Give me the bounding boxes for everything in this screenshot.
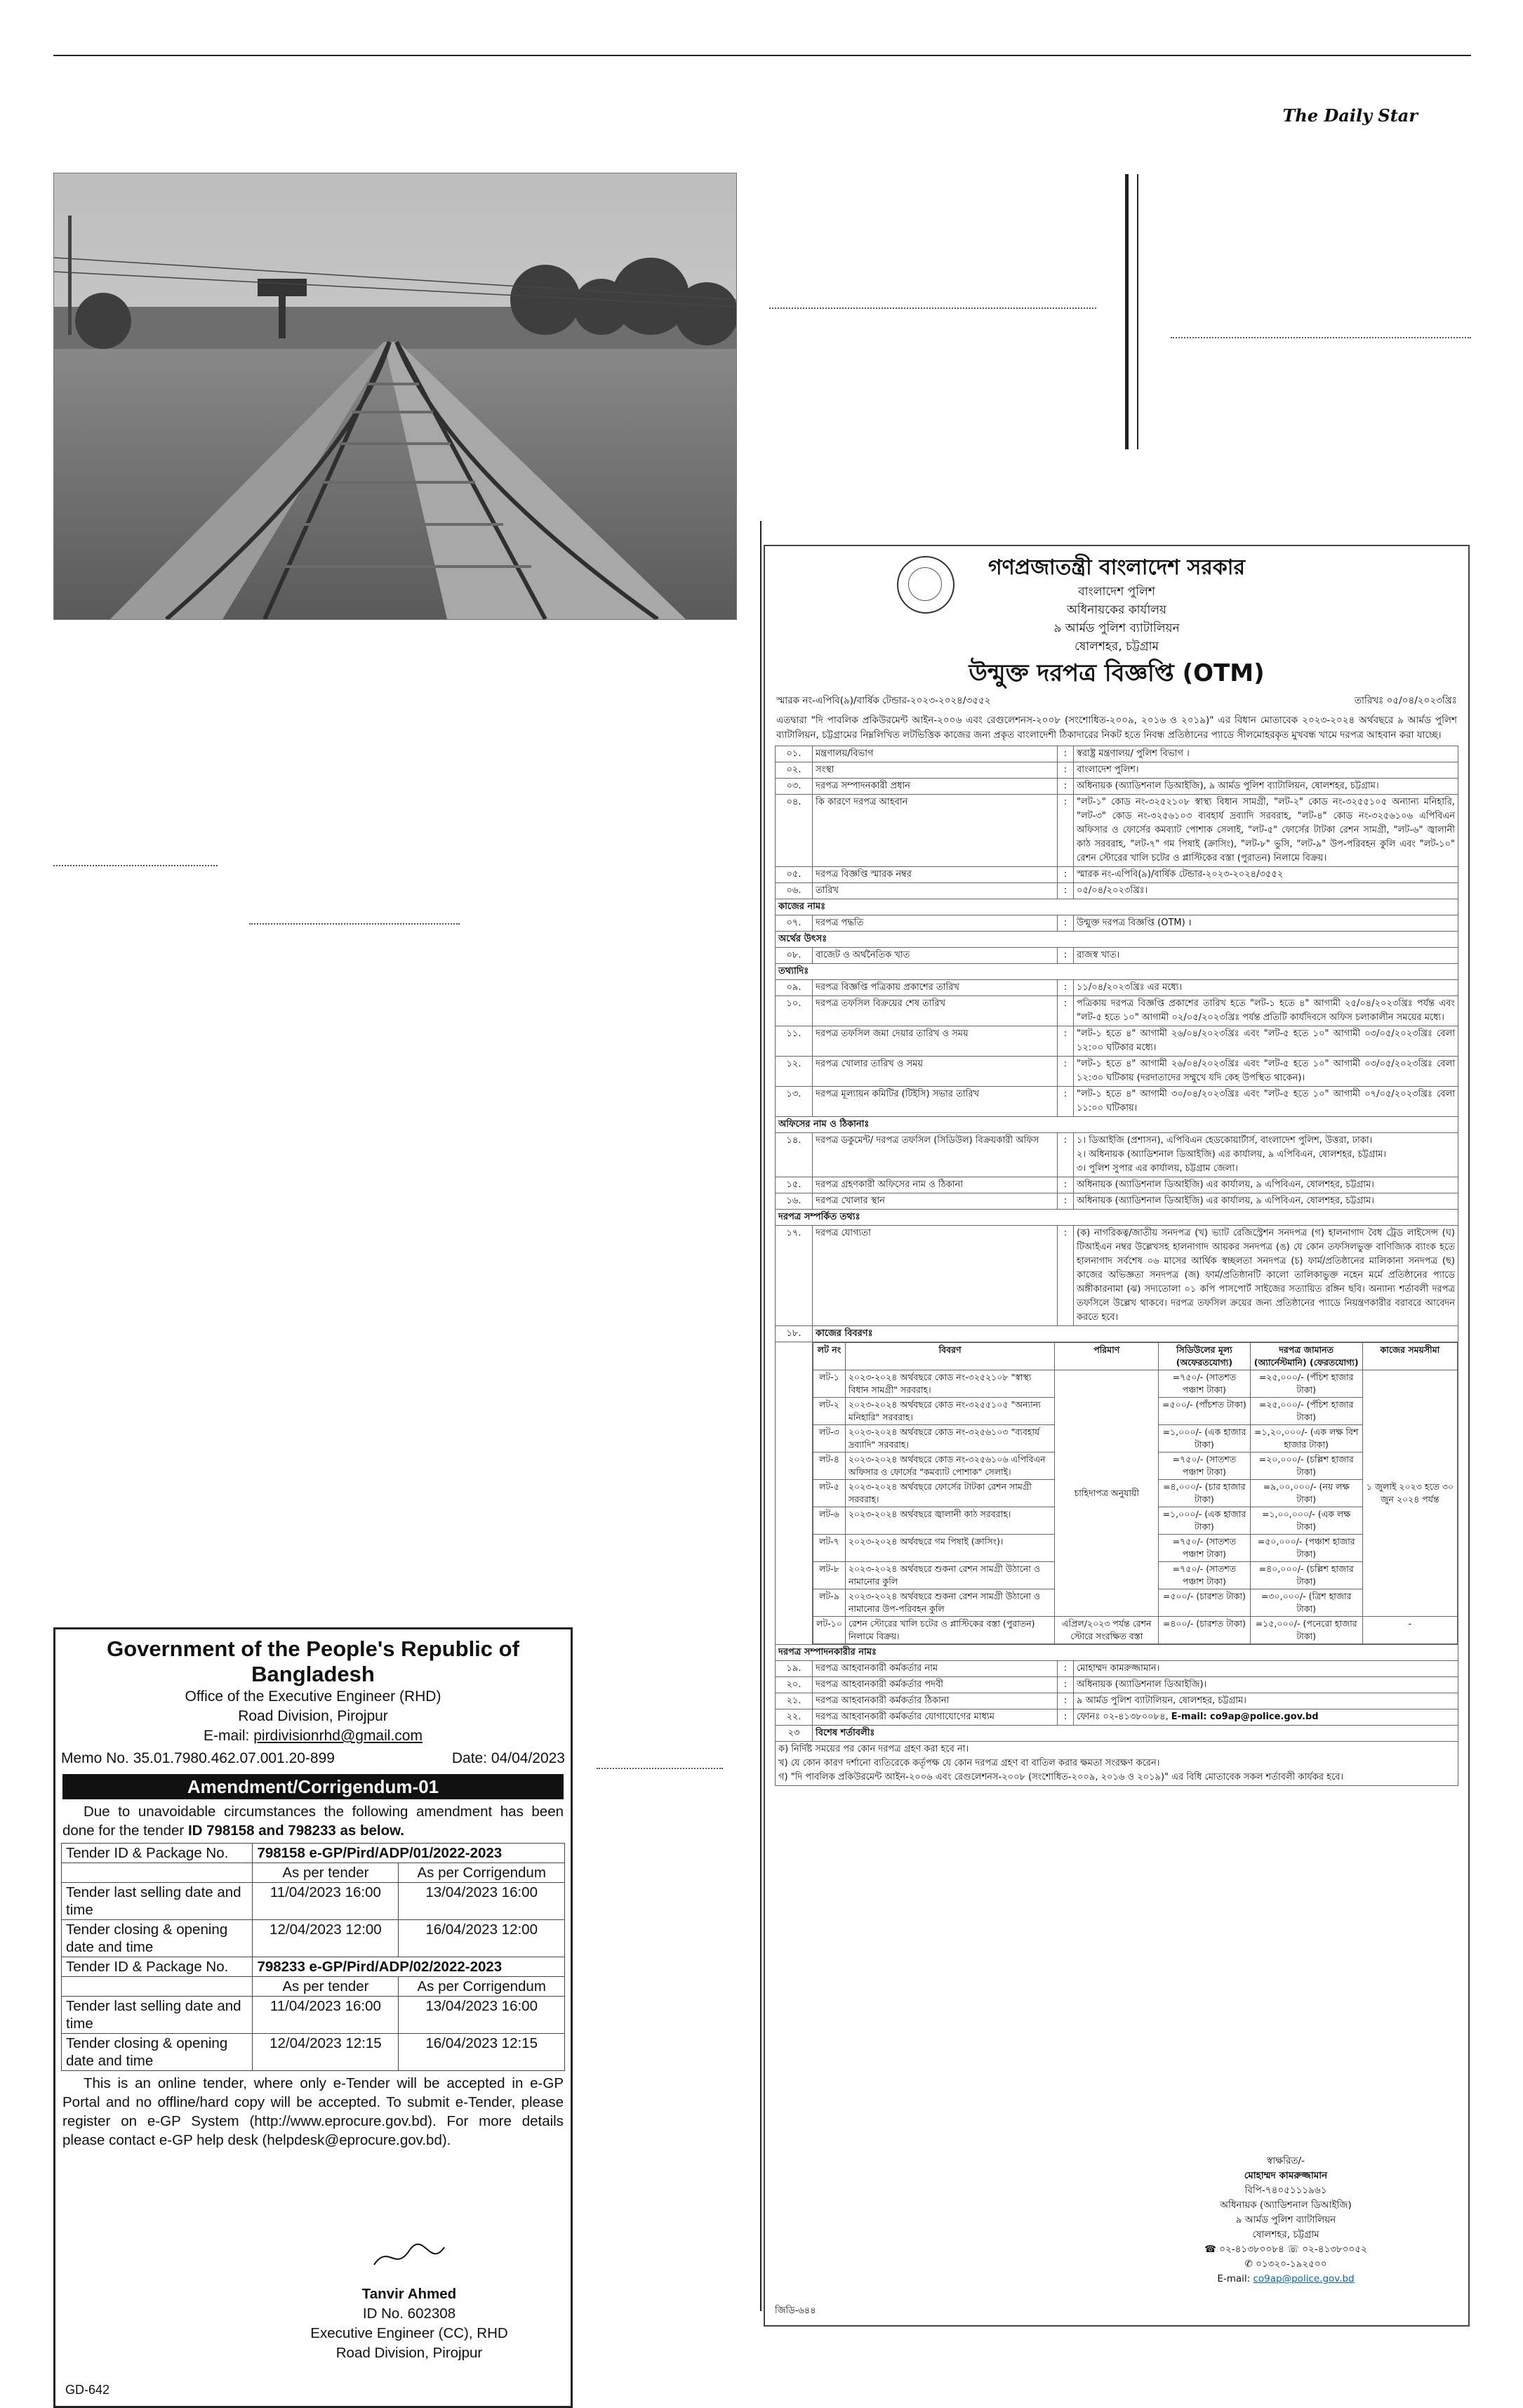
notice-title: উন্মুক্ত দরপত্র বিজ্ঞপ্তি (OTM) (969, 659, 1265, 687)
table-row: ১৬. দরপত্র খোলার স্থান : অধিনায়ক (অ্যাডিশনাল ডিআইজি) এর কার্যালয়, ৯ এপিবিএন, ষোলশহর, চট্টগ্রাম। (776, 1193, 1458, 1210)
lot-description: ২০২৩-২০২৪ অর্থবছরে কোড নং-৩২৫৬১০৩ "ব্যবহার্য দ্রব্যাদি" সরবরাহ। (845, 1425, 1054, 1453)
lot-number: লট-৮ (813, 1562, 846, 1589)
row-label: বাজেট ও অর্থনৈতিক খাত (813, 948, 1058, 964)
row-value: রাজস্ব খাত। (1074, 948, 1458, 964)
row-number: ০৭. (776, 915, 813, 932)
row-value: বাংলাদেশ পুলিশ। (1074, 762, 1458, 779)
lot-number: লট-৭ (813, 1535, 846, 1562)
table-row (62, 1844, 565, 1863)
pkg-id: 798158 e-GP/Pird/ADP/01/2022-2023 (253, 1844, 565, 1863)
row-number: ১৬. (776, 1193, 813, 1210)
row-value: পত্রিকায় দরপত্র বিজ্ঞপ্তি প্রকাশের তারিখ হতে "লট-১ হতে ৪" আগামী ২৫/০৪/২০২৩খ্রিঃ পর্যন্ত এবং "লট-৫ হতে ১০" আগামী ০২/০৫/২০২৩খ্রিঃ পর্যন্ত প্রতিটি কার্যদিবসে অফিস চলাকালীন সময়ের মধ্যে। (1074, 996, 1458, 1026)
earnest-money: =২৫,০০০/- (পঁচিশ হাজার টাকা) (1250, 1370, 1362, 1398)
signer-name: Tanvir Ahmed (361, 2286, 457, 2302)
row-value: "লট-১" কোড নং-৩২৫২১০৮ স্বাস্থ্য বিধান সামগ্রী, "লট-২" কোড নং-৩২৫৫১০৫ অন্যান্য মনিহারি, "লট-৩" কোড নং-৩২৫৬১০৩ ব্যবহার্য দ্রব্যাদি সরবরাহ, "লট-৪" কোড নং-৩২৫৬১০৬ এপিবিএন অফিসার ও ফোর্সের কমব্যাট পোশাক সেলাই, "লট-৫" ফোর্সের টাটকা রেশন সামগ্রী, "লট-৬" জ্বালানী কাঠ সরবরাহ, "লট-৭" গম পিষাই (ক্রাসিং), "লট-৮" ভুসি, "লট-৯" উপ-পরিবহন কুলি এবং "লট-১০" রেশন স্টোরের খালি চটের ও প্লাস্টিকের বস্তা (পুরাতন) নিলামে বিক্রয়। (1074, 795, 1458, 867)
intro-text: Due to unavoidable circumstances the following amendment has been done for the tender (62, 1804, 564, 1839)
section-row (776, 899, 1458, 915)
row-label: দরপত্র আহবানকারী কর্মকর্তার নাম (813, 1661, 1058, 1677)
lot-column-header: লট নং (813, 1343, 846, 1370)
schedule-fee: =৭৫০/- (সাতশত পঞ্চাশ টাকা) (1159, 1535, 1250, 1562)
section-row (776, 964, 1458, 980)
column-rule (1137, 174, 1138, 449)
row-label: Tender last selling date and time (62, 1997, 253, 2034)
schedule-fee: =৫০০/- (পাঁচশত টাকা) (1159, 1398, 1250, 1425)
row-label: দরপত্র বিজ্ঞপ্তি স্মারক নম্বর (813, 867, 1058, 883)
earnest-money: =৩০,০০০/- (ত্রিশ হাজার টাকা) (1250, 1589, 1362, 1617)
table-row: ১৫. দরপত্র গ্রহণকারী অফিসের নাম ও ঠিকানা : অধিনায়ক (অ্যাডিশনাল ডিআইজি) এর কার্যালয়, ৯ এপিবিএন, ষোলশহর, চট্টগ্রাম। (776, 1177, 1458, 1193)
lot-number: লট-৫ (813, 1480, 846, 1507)
top-rule (53, 55, 1471, 56)
table-row (62, 1883, 565, 1920)
conditions-cell (776, 1742, 1458, 1786)
row-label: Tender closing & opening date and time (62, 2034, 253, 2071)
schedule-fee: =১,০০০/- (এক হাজার টাকা) (1159, 1507, 1250, 1535)
row-value: "লট-১ হতে ৪" আগামী ২৬/০৪/২০২৩খ্রিঃ এবং "লট-৫ হতে ১০" আগামী ০৩/০৫/২০২৩খ্রিঃ বেলা ১২:০০ ঘটিকার মধ্যে। (1074, 1026, 1458, 1057)
pkg-label: Tender ID & Package No. (62, 1957, 253, 1977)
row-label: দরপত্র গ্রহণকারী অফিসের নাম ও ঠিকানা (813, 1177, 1058, 1193)
tender-info-table (775, 746, 1458, 1786)
notice-title: Government of the People's Republic of Bangladesh (107, 1636, 519, 1686)
section-heading: দরপত্র সম্পর্কিত তথ্যঃ (776, 1210, 1458, 1226)
row-value: "লট-১ হতে ৪" আগামী ২৬/০৪/২০২৩খ্রিঃ এবং "লট-৫ হতে ১০" আগামী ০৩/০৫/২০২৩খ্রিঃ বেলা ১২:৩০ ঘটিকায় (দরদাতাদের সম্মুখে যদি কেহ উপস্থিত থাকেন)। (1074, 1057, 1458, 1087)
row-label: দরপত্র তফসিল জমা দেয়ার তারিখ ও সময় (813, 1026, 1058, 1057)
table-row (62, 1863, 565, 1883)
lot-number: লট-১০ (813, 1617, 846, 1644)
row-label: দরপত্র ডকুমেন্ট/ দরপত্র তফসিল (সিডিউল) বিক্রয়কারী অফিস (813, 1133, 1058, 1177)
row-value: ১। ডিআইজি (প্রশাসন), এপিবিএন হেডকোয়ার্টার্স, বাংলাদেশ পুলিশ, উত্তরা, ঢাকা। ২। অধিনায়ক (অ্যাডিশনাল ডিআইজি) এর কার্যালয়, ৯ এপিবিএন, ষোলশহর, চট্টগ্রাম। ৩। পুলিশ সুপার এর কার্যালয়, চট্টগ্রাম জেলা। (1074, 1133, 1458, 1177)
lot-column-header: পরিমাণ (1055, 1343, 1159, 1370)
schedule-fee: =১,০০০/- (এক হাজার টাকা) (1159, 1425, 1250, 1453)
gov-title: গণপ্রজাতন্ত্রী বাংলাদেশ সরকার (988, 555, 1245, 580)
table-row: ১০. দরপত্র তফসিল বিক্রয়ের শেষ তারিখ : পত্রিকায় দরপত্র বিজ্ঞপ্তি প্রকাশের তারিখ হতে "লট-১ হতে ৪" আগামী ২৫/০৪/২০২৩খ্রিঃ পর্যন্ত এবং "লট-৫ হতে ১০" আগামী ০২/০৫/২০২৩খ্রিঃ পর্যন্ত প্রতিটি কার্যদিবসে অফিস চলাকালীন সময়ের মধ্যে। (776, 996, 1458, 1026)
memo-line (776, 694, 1457, 710)
table-row (62, 2034, 565, 2071)
lot-quantity: চাহিদাপত্র অনুযায়ী (1055, 1370, 1159, 1617)
earnest-money: =১,০০,০০০/- (এক লক্ষ টাকা) (1250, 1507, 1362, 1535)
officer-place: ষোলশহর, চট্টগ্রাম (1252, 2229, 1319, 2240)
contact-email[interactable]: E-mail: co9ap@police.gov.bd (1171, 1712, 1319, 1722)
photo-illustration (54, 173, 736, 619)
row-label: দরপত্র বিজ্ঞপ্তি পত্রিকায় প্রকাশের তারিখ (813, 980, 1058, 996)
table-row: ০৫. দরপত্র বিজ্ঞপ্তি স্মারক নম্বর : স্মারক নং-এপিবি(৯)/বার্ষিক টেন্ডার-২০২৩-২০২৪/৩৫৫২ (776, 867, 1458, 883)
divider-line (597, 1768, 723, 1769)
row-number: ২২. (776, 1709, 813, 1726)
earnest-money: =১৫,০০০/- (পনেরো হাজার টাকা) (1250, 1617, 1362, 1644)
lot-number: লট-৬ (813, 1507, 846, 1535)
row-label: দরপত্র আহবানকারী কর্মকর্তার পদবী (813, 1677, 1058, 1693)
corrigendum-banner: Amendment/Corrigendum-01 (62, 1774, 564, 1799)
row-number: ১৮. (776, 1326, 813, 1342)
col-head: As per tender (253, 1977, 399, 1997)
lot-row (813, 1617, 1458, 1644)
signer-id: ID No. 602308 (362, 2306, 456, 2322)
row-label: কাজের বিবরণঃ (813, 1326, 1458, 1342)
section-row (776, 1210, 1458, 1226)
schedule-fee: =৭৫০/- (সাতশত পঞ্চাশ টাকা) (1159, 1370, 1250, 1398)
row-number: ০৪. (776, 795, 813, 867)
divider-line (53, 865, 218, 866)
table-cell: 12/04/2023 12:00 (253, 1920, 399, 1957)
table-row: ১৪. দরপত্র ডকুমেন্ট/ দরপত্র তফসিল (সিডিউল) বিক্রয়কারী অফিস : ১। ডিআইজি (প্রশাসন), এপিবিএন হেডকোয়ার্টার্স, বাংলাদেশ পুলিশ, উত্তরা, ঢাকা। ২। অধিনায়ক (অ্যাডিশনাল ডিআইজি) এর কার্যালয়, ৯ এপিবিএন, ষোলশহর, চট্টগ্রাম। ৩। পুলিশ সুপার এর কার্যালয়, চট্টগ্রাম জেলা। (776, 1133, 1458, 1177)
table-row (62, 1997, 565, 2034)
row-value: ১১/০৪/২০২৩খ্রিঃ এর মধ্যে। (1074, 980, 1458, 996)
row-label: দরপত্র মূল্যায়ন কমিটির (টিইসি) সভার তারিখ (813, 1087, 1058, 1117)
row-number: ২০. (776, 1677, 813, 1693)
row-label: দরপত্র পদ্ধতি (813, 915, 1058, 932)
row-label: দরপত্র খোলার স্থান (813, 1193, 1058, 1210)
divider-line (249, 923, 460, 925)
schedule-fee: =৪০০/- (চারশত টাকা) (1159, 1617, 1250, 1644)
table-row: ১৭. দরপত্র যোগ্যতা : (ক) নাগরিকত্ব/জাতীয় সনদপত্র (খ) ভ্যাট রেজিস্ট্রেশন সনদপত্র (গ) হালনাগাদ বৈধ ট্রেড লাইসেন্স (ঘ) টিআইএন নম্বর উল্লেখসহ হালনাগাদ আয়কর সনদপত্র (ঙ) যে কোন তফসিলভুক্ত বাণিজ্যিক ব্যাংক হতে হালনাগাদ সর্বশেষ ০৬ মাসের আর্থিক স্বচ্ছলতা সনদপত্র (চ) ফার্ম/প্রতিষ্ঠানের মালিকানা সনদপত্র (ছ) কাজের অভিজ্ঞতা সনদপত্র (জ) ফার্ম/প্রতিষ্ঠানটি কালো তালিকাভুক্ত নহেন মর্মে প্রতিষ্ঠানের প্যাডে অঙ্গীকারনামা (ঝ) সদ্যতোলা ০১ কপি পাসপোর্ট সাইজের সত্যায়িত রঙ্গিন ছবি। অন্যান্য শর্তাবলী দরপত্র তফসিলে উল্লেখ থাকবে। দরপত্র তফসিল ক্রয়ের জন্য প্রতিষ্ঠানের প্যাডে নিয়ন্ত্রণকারীর বরাবরে আবেদন করতে হবে। (776, 1226, 1458, 1326)
otm-tender-notice (764, 545, 1470, 2327)
row-label: দরপত্র খোলার তারিখ ও সময় (813, 1057, 1058, 1087)
row-label: তারিখ (813, 883, 1058, 899)
officer-unit: ৯ আর্মড পুলিশ ব্যাটালিয়ন (1235, 2214, 1336, 2225)
column-rule (760, 521, 762, 2311)
section-heading: অর্থের উৎসঃ (776, 932, 1458, 948)
earnest-money: =১,২০,০০০/- (এক লক্ষ বিশ হাজার টাকা) (1250, 1425, 1362, 1453)
lot-description: ২০২৩-২০২৪ অর্থবছরে জ্বালানী কাঠ সরবরাহ। (845, 1507, 1054, 1535)
schedule-fee: =৪,০০০/- (চার হাজার টাকা) (1159, 1480, 1250, 1507)
memo-line (61, 1750, 565, 1771)
row-number: ১১. (776, 1026, 813, 1057)
col-head: As per Corrigendum (399, 1977, 565, 1997)
intro-ids: ID 798158 and 798233 as below. (187, 1822, 404, 1839)
row-value: ০৫/০৪/২০২৩খ্রিঃ। (1074, 883, 1458, 899)
section-heading: কাজের নামঃ (776, 899, 1458, 915)
table-row: ১১. দরপত্র তফসিল জমা দেয়ার তারিখ ও সময় : "লট-১ হতে ৪" আগামী ২৬/০৪/২০২৩খ্রিঃ এবং "লট-৫ হতে ১০" আগামী ০৩/০৫/২০২৩খ্রিঃ বেলা ১২:০০ ঘটিকার মধ্যে। (776, 1026, 1458, 1057)
lot-description: ২০২৩-২০২৪ অর্থবছরে কোড নং-৩২৫৬১০৬ এপিবিএন অফিসার ও ফোর্সের "কমব্যাট পোশাক" সেলাই। (845, 1453, 1054, 1480)
condition-item: গ) "দি পাবলিক প্রকিউরমেন্ট আইন-২০০৬ এবং রেগুলেশনস-২০০৮ (সংশোধিত-২০০৯, ২০১৬ ও ২০১৯)" এর বিধি মোতাবেক সকল শর্তাবলী কার্যকর হবে। (778, 1772, 1344, 1782)
notice-code: জিডি-৬৪৪ (775, 2306, 816, 2316)
lot-column-header: দরপত্র জামানত (অ্যার্নেস্টমানি) (ফেরতযোগ্য) (1250, 1343, 1362, 1370)
memo-date: Date: 04/04/2023 (451, 1750, 565, 1766)
signature-scribble (367, 2237, 451, 2279)
officer-signature-block (1159, 2154, 1412, 2287)
railway-track-photo (53, 173, 737, 620)
memo-number: Memo No. 35.01.7980.462.07.001.20-899 (61, 1750, 335, 1766)
row-value: অধিনায়ক (অ্যাডিশনাল ডিআইজি) এর কার্যালয়, ৯ এপিবিএন, ষোলশহর, চট্টগ্রাম। (1074, 1193, 1458, 1210)
row-value: অধিনায়ক (অ্যাডিশনাল ডিআইজি), ৯ আর্মড পুলিশ ব্যাটালিয়ন, ষোলশহর, চট্টগ্রাম। (1074, 779, 1458, 795)
lot-description: ২০২৩-২০২৪ অর্থবছরে কোড নং-৩২৫২১০৮ "স্বাস্থ্য বিধান সামগ্রী" সরবরাহ। (845, 1370, 1054, 1398)
lot-description: ২০২৩-২০২৪ অর্থবছরে গম পিষাই (ক্রাসিং)। (845, 1535, 1054, 1562)
schedule-fee: =৭৫০/- (সাতশত পঞ্চাশ টাকা) (1159, 1453, 1250, 1480)
lot-description: রেশন স্টোরের খালি চটের ও প্লাস্টিকের বস্তা (পুরাতন) নিলামে বিক্রয়। (845, 1617, 1054, 1644)
lot-description: ২০২৩-২০২৪ অর্থবছরে শুকনা রেশন সামগ্রী উঠানো ও নামানোর উপ-পরিবহন কুলি (845, 1589, 1054, 1617)
officer-email-line (1159, 2272, 1412, 2287)
lot-row (813, 1370, 1458, 1398)
row-label: দরপত্র যোগ্যতা (813, 1226, 1058, 1326)
table-row: ২০. দরপত্র আহবানকারী কর্মকর্তার পদবী : অধিনায়ক (অ্যাডিশনাল ডিআইজি)। (776, 1677, 1458, 1693)
lots-row (776, 1342, 1458, 1645)
lot-number: লট-২ (813, 1398, 846, 1425)
table-row: ০৪. কি কারণে দরপত্র আহবান : "লট-১" কোড নং-৩২৫২১০৮ স্বাস্থ্য বিধান সামগ্রী, "লট-২" কোড নং-৩২৫৫১০৫ অন্যান্য মনিহারি, "লট-৩" কোড নং-৩২৫৬১০৩ ব্যবহার্য দ্রব্যাদি সরবরাহ, "লট-৪" কোড নং-৩২৫৬১০৬ এপিবিএন অফিসার ও ফোর্সের কমব্যাট পোশাক সেলাই, "লট-৫" ফোর্সের টাটকা রেশন সামগ্রী, "লট-৬" জ্বালানী কাঠ সরবরাহ, "লট-৭" গম পিষাই (ক্রাসিং), "লট-৮" ভুসি, "লট-৯" উপ-পরিবহন কুলি এবং "লট-১০" রেশন স্টোরের খালি চটের ও প্লাস্টিকের বস্তা (পুরাতন) নিলামে বিক্রয়। (776, 795, 1458, 867)
section-row (776, 1117, 1458, 1133)
intro-paragraph: এতদ্বারা "দি পাবলিক প্রকিউরমেন্ট আইন-২০০৬ এবং রেগুলেশনস-২০০৮ (সংশোধিত-২০০৯, ২০১৬ ও ২০১৯)" এর বিধান মোতাবেক ২০২৩-২০২৪ অর্থবছরে ৯ আর্মড পুলিশ ব্যাটালিয়ন, চট্টগ্রামের নিম্নলিখিত লটভিত্তিক কাজের জন্য প্রকৃত বাংলাদেশী ঠিকাদারের নিকট হতে নিবন্ধ প্রতিষ্ঠানের প্যাডে সীলমোহরকৃত মুখবন্ধ খামে দরপত্র আহবান করা যাচ্ছে। (776, 715, 1457, 741)
signer-division: Road Division, Pirojpur (335, 2345, 483, 2361)
row-value: স্মারক নং-এপিবি(৯)/বার্ষিক টেন্ডার-২০২৩-২০২৪/৩৫৫২ (1074, 867, 1458, 883)
email-link[interactable]: pirdivisionrhd@gmail.com (253, 1728, 423, 1744)
col-head: As per Corrigendum (399, 1863, 565, 1883)
lot-number: লট-৩ (813, 1425, 846, 1453)
memo-number: স্মারক নং-এপিবি(৯)/বার্ষিক টেন্ডার-২০২৩-২০২৪/৩৫৫২ (776, 695, 991, 706)
row-value: অধিনায়ক (অ্যাডিশনাল ডিআইজি)। (1074, 1677, 1458, 1693)
work-period: ১ জুলাই ২০২৩ হতে ৩০ জুন ২০২৪ পর্যন্ত (1362, 1370, 1457, 1617)
division-name: Road Division, Pirojpur (238, 1708, 388, 1724)
lot-number: লট-৯ (813, 1589, 846, 1617)
lot-quantity: এপ্রিল/২০২৩ পর্যন্ত রেশন স্টোরে সংরক্ষিত বস্তা (1055, 1617, 1159, 1644)
table-cell: 11/04/2023 16:00 (253, 1997, 399, 2034)
government-seal-icon (897, 556, 955, 614)
row-number: ১৩. (776, 1087, 813, 1117)
lot-column-header: সিডিউলের মূল্য (অফেরতযোগ্য) (1159, 1343, 1250, 1370)
condition-item: খ) যে কোন কারণ দর্শানো ব্যতিরেকে কর্তৃপক্ষ যে কোন দরপত্র গ্রহণ বা বাতিল করার ক্ষমতা সংরক্ষণ করেন। (778, 1758, 1160, 1768)
masthead-logo: The Daily Star (1282, 105, 1418, 126)
row-label: দরপত্র আহবানকারী কর্মকর্তার যোগাযোগের মাধ্যম (813, 1709, 1058, 1726)
earnest-money: =৫০,০০০/- (পঞ্চাশ হাজার টাকা) (1250, 1535, 1362, 1562)
row-number: ০৯. (776, 980, 813, 996)
table-row: ১২. দরপত্র খোলার তারিখ ও সময় : "লট-১ হতে ৪" আগামী ২৬/০৪/২০২৩খ্রিঃ এবং "লট-৫ হতে ১০" আগামী ০৩/০৫/২০২৩খ্রিঃ বেলা ১২:৩০ ঘটিকায় (দরদাতাদের সম্মুখে যদি কেহ উপস্থিত থাকেন)। (776, 1057, 1458, 1087)
table-cell: 12/04/2023 12:15 (253, 2034, 399, 2071)
officer-name: মোহাম্মদ কামরুজ্জামান (1244, 2170, 1328, 2181)
row-label: দরপত্র আহবানকারী কর্মকর্তার ঠিকানা (813, 1693, 1058, 1709)
table-cell: 13/04/2023 16:00 (399, 1883, 565, 1920)
row-number: ০৩. (776, 779, 813, 795)
row-label: সংস্থা (813, 762, 1058, 779)
officer-title: অধিনায়ক (অ্যাডিশনাল ডিআইজি) (1220, 2199, 1352, 2211)
amendment-table (61, 1843, 565, 2071)
office-name: Office of the Executive Engineer (RHD) (185, 1688, 441, 1705)
header-line: বাংলাদেশ পুলিশ (1078, 585, 1155, 599)
signed-label: স্বাক্ষরিত/- (1267, 2155, 1305, 2166)
section-heading: দরপত্র সম্পাদনকারীর নামঃ (776, 1645, 1458, 1661)
intro-paragraph (55, 1802, 571, 1840)
table-row: ০৭. দরপত্র পদ্ধতি : উন্মুক্ত দরপত্র বিজ্ঞপ্তি (OTM) । (776, 915, 1458, 932)
row-number: ০৬. (776, 883, 813, 899)
signature-block (248, 2237, 571, 2363)
row-label: বিশেষ শর্তাবলীঃ (813, 1726, 1458, 1742)
memo-date: তারিখঃ ০৫/০৪/২০২৩খ্রিঃ (1354, 695, 1457, 706)
row-label: Tender closing & opening date and time (62, 1920, 253, 1957)
officer-phone: ☎ ০২-৪১৩৮০০৮৪ ☏ ০২-৪১৩৮০০৫২ (1204, 2244, 1367, 2255)
row-number: ১৫. (776, 1177, 813, 1193)
row-value: (ক) নাগরিকত্ব/জাতীয় সনদপত্র (খ) ভ্যাট রেজিস্ট্রেশন সনদপত্র (গ) হালনাগাদ বৈধ ট্রেড লাইসেন্স (ঘ) টিআইএন নম্বর উল্লেখসহ হালনাগাদ আয়কর সনদপত্র (ঙ) যে কোন তফসিলভুক্ত বাণিজ্যিক ব্যাংক হতে হালনাগাদ সর্বশেষ ০৬ মাসের আর্থিক স্বচ্ছলতা সনদপত্র (চ) ফার্ম/প্রতিষ্ঠানের মালিকানা সনদপত্র (ছ) কাজের অভিজ্ঞতা সনদপত্র (জ) ফার্ম/প্রতিষ্ঠানটি কালো তালিকাভুক্ত নহেন মর্মে প্রতিষ্ঠানের প্যাডে অঙ্গীকারনামা (ঝ) সদ্যতোলা ০১ কপি পাসপোর্ট সাইজের সত্যায়িত রঙ্গিন ছবি। অন্যান্য শর্তাবলী দরপত্র তফসিলে উল্লেখ থাকবে। দরপত্র তফসিল ক্রয়ের জন্য প্রতিষ্ঠানের প্যাডে নিয়ন্ত্রণকারীর বরাবরে আবেদন করতে হবে। (1074, 1226, 1458, 1326)
lot-number: লট-১ (813, 1370, 846, 1398)
table-row: ০২. সংস্থা : বাংলাদেশ পুলিশ। (776, 762, 1458, 779)
footer-paragraph: This is an online tender, where only e-Tender will be accepted in e-GP Portal and no offline/hard copy will be accepted. To submit e-Tender, please register on e-GP System (http://www.eprocure.gov.bd). For more details please contact e-GP help desk (helpdesk@eprocure.gov.bd). (62, 2075, 564, 2148)
row-value: মোহাম্মদ কামরুজ্জামান। (1074, 1661, 1458, 1677)
table-cell: 11/04/2023 16:00 (253, 1883, 399, 1920)
row-value: অধিনায়ক (অ্যাডিশনাল ডিআইজি) এর কার্যালয়, ৯ এপিবিএন, ষোলশহর, চট্টগ্রাম। (1074, 1177, 1458, 1193)
header-line: ষোলশহর, চট্টগ্রাম (1074, 640, 1159, 654)
lot-column-header: বিবরণ (845, 1343, 1054, 1370)
table-row: ২১. দরপত্র আহবানকারী কর্মকর্তার ঠিকানা : ৯ আর্মড পুলিশ ব্যাটালিয়ন, ষোলশহর, চট্টগ্রাম। (776, 1693, 1458, 1709)
email-label: E-mail: (204, 1728, 250, 1744)
lot-description: ২০২৩-২০২৪ অর্থবছরে ফোর্সের টাটকা রেশন সামগ্রী সরবরাহ। (845, 1480, 1054, 1507)
rhd-corrigendum-notice (53, 1627, 573, 2408)
pkg-label: Tender ID & Package No. (62, 1844, 253, 1863)
section-heading: তথ্যাদিঃ (776, 964, 1458, 980)
officer-bp: বিপি-৭৪০৫১১১৯৬১ (1244, 2185, 1327, 2196)
row-label: মন্ত্রণালয়/বিভাগ (813, 746, 1058, 762)
notice-code: GD-642 (65, 2383, 110, 2397)
earnest-money: =২০,০০০/- (চল্লিশ হাজার টাকা) (1250, 1453, 1362, 1480)
table-row (776, 1726, 1458, 1742)
table-row: ১৯. দরপত্র আহবানকারী কর্মকর্তার নাম : মোহাম্মদ কামরুজ্জামান। (776, 1661, 1458, 1677)
row-number: ০৮. (776, 948, 813, 964)
table-row (776, 1742, 1458, 1786)
row-number: ০৫. (776, 867, 813, 883)
lot-column-header: কাজের সময়সীমা (1362, 1343, 1457, 1370)
condition-item: ক) নির্দিষ্ট সময়ের পর কোন দরপত্র গ্রহণ করা হবে না। (778, 1744, 969, 1754)
table-row: ০৯. দরপত্র বিজ্ঞপ্তি পত্রিকায় প্রকাশের তারিখ : ১১/০৪/২০২৩খ্রিঃ এর মধ্যে। (776, 980, 1458, 996)
table-row: ০১. মন্ত্রণালয়/বিভাগ : স্বরাষ্ট্র মন্ত্রণালয়/ পুলিশ বিভাগ । (776, 746, 1458, 762)
lot-description: ২০২৩-২০২৪ অর্থবছরে কোড নং-৩২৫৫১০৫ "অন্যান্য মনিহারি" সরবরাহ। (845, 1398, 1054, 1425)
pkg-id: 798233 e-GP/Pird/ADP/02/2022-2023 (253, 1957, 565, 1977)
row-value: স্বরাষ্ট্র মন্ত্রণালয়/ পুলিশ বিভাগ । (1074, 746, 1458, 762)
schedule-fee: =৫০০/- (চারশত টাকা) (1159, 1589, 1250, 1617)
row-number: ০১. (776, 746, 813, 762)
header-line: ৯ আর্মড পুলিশ ব্যাটালিয়ন (1053, 621, 1180, 635)
header-line: অধিনায়কের কার্যালয় (1067, 603, 1166, 617)
email-label: E-mail: (1217, 2273, 1251, 2284)
row-number: ২৩ (776, 1726, 813, 1742)
table-row: ১৩. দরপত্র মূল্যায়ন কমিটির (টিইসি) সভার তারিখ : "লট-১ হতে ৪" আগামী ৩০/০৪/২০২৩খ্রিঃ এবং "লট-৫ হতে ১০" আগামী ০৭/০৫/২০২৩খ্রিঃ বেলা ১১:০০ ঘটিকায়। (776, 1087, 1458, 1117)
table-row (62, 1957, 565, 1977)
table-row: ০৮. বাজেট ও অর্থনৈতিক খাত : রাজস্ব খাত। (776, 948, 1458, 964)
earnest-money: =২৫,০০০/- (পঁচিশ হাজার টাকা) (1250, 1398, 1362, 1425)
table-row (776, 1326, 1458, 1342)
row-label: দরপত্র তফসিল বিক্রয়ের শেষ তারিখ (813, 996, 1058, 1026)
row-label: দরপত্র সম্পাদনকারী প্রধান (813, 779, 1058, 795)
table-cell: 16/04/2023 12:00 (399, 1920, 565, 1957)
section-row (776, 1645, 1458, 1661)
row-number: ১৭. (776, 1226, 813, 1326)
row-label: কি কারণে দরপত্র আহবান (813, 795, 1058, 867)
col-head: As per tender (253, 1863, 399, 1883)
row-value: ফোনঃ ০২-৪১৩৮০০৮৪, E-mail: co9ap@police.gov.bd (1074, 1709, 1458, 1726)
row-number: ০২. (776, 762, 813, 779)
lot-description: ২০২৩-২০২৪ অর্থবছরে শুকনা রেশন সামগ্রী উঠানো ও নামানোর কুলি (845, 1562, 1054, 1589)
divider-line (1171, 337, 1471, 338)
section-row (776, 932, 1458, 948)
earnest-money: =৪০,০০০/- (চল্লিশ হাজার টাকা) (1250, 1562, 1362, 1589)
row-value: "লট-১ হতে ৪" আগামী ৩০/০৪/২০২৩খ্রিঃ এবং "লট-৫ হতে ১০" আগামী ০৭/০৫/২০২৩খ্রিঃ বেলা ১১:০০ ঘটিকায়। (1074, 1087, 1458, 1117)
row-value: উন্মুক্ত দরপত্র বিজ্ঞপ্তি (OTM) । (1074, 915, 1458, 932)
row-number: ১৪. (776, 1133, 813, 1177)
email-line (55, 1726, 571, 1746)
table-row (62, 1920, 565, 1957)
earnest-money: =৯,০০,০০০/- (নয় লক্ষ টাকা) (1250, 1480, 1362, 1507)
column-rule (1125, 174, 1129, 449)
table-cell: 16/04/2023 12:15 (399, 2034, 565, 2071)
work-period: - (1362, 1617, 1457, 1644)
schedule-fee: =৭৫০/- (সাতশত পঞ্চাশ টাকা) (1159, 1562, 1250, 1589)
lot-number: লট-৪ (813, 1453, 846, 1480)
row-label: Tender last selling date and time (62, 1883, 253, 1920)
row-number: ১২. (776, 1057, 813, 1087)
signer-title: Executive Engineer (CC), RHD (310, 2325, 508, 2341)
table-row: ০৩. দরপত্র সম্পাদনকারী প্রধান : অধিনায়ক (অ্যাডিশনাল ডিআইজি), ৯ আর্মড পুলিশ ব্যাটালিয়ন, ষোলশহর, চট্টগ্রাম। (776, 779, 1458, 795)
notice-header (765, 553, 1468, 691)
section-heading: অফিসের নাম ও ঠিকানাঃ (776, 1117, 1458, 1133)
row-number: ১৯. (776, 1661, 813, 1677)
lots-table (813, 1342, 1458, 1644)
table-row: ০৬. তারিখ : ০৫/০৪/২০২৩খ্রিঃ। (776, 883, 1458, 899)
table-cell: 13/04/2023 16:00 (399, 1997, 565, 2034)
row-value: ৯ আর্মড পুলিশ ব্যাটালিয়ন, ষোলশহর, চট্টগ্রাম। (1074, 1693, 1458, 1709)
table-row: ২২. দরপত্র আহবানকারী কর্মকর্তার যোগাযোগের মাধ্যম : ফোনঃ ০২-৪১৩৮০০৮৪, E-mail: co9ap@police.gov.bd (776, 1709, 1458, 1726)
table-row (62, 1977, 565, 1997)
divider-line (769, 307, 1096, 309)
officer-mobile: ✆ ০১৩২০-১৯২৫০০ (1244, 2258, 1327, 2270)
officer-email[interactable]: co9ap@police.gov.bd (1253, 2273, 1355, 2284)
row-number: ১০. (776, 996, 813, 1026)
row-number: ২১. (776, 1693, 813, 1709)
